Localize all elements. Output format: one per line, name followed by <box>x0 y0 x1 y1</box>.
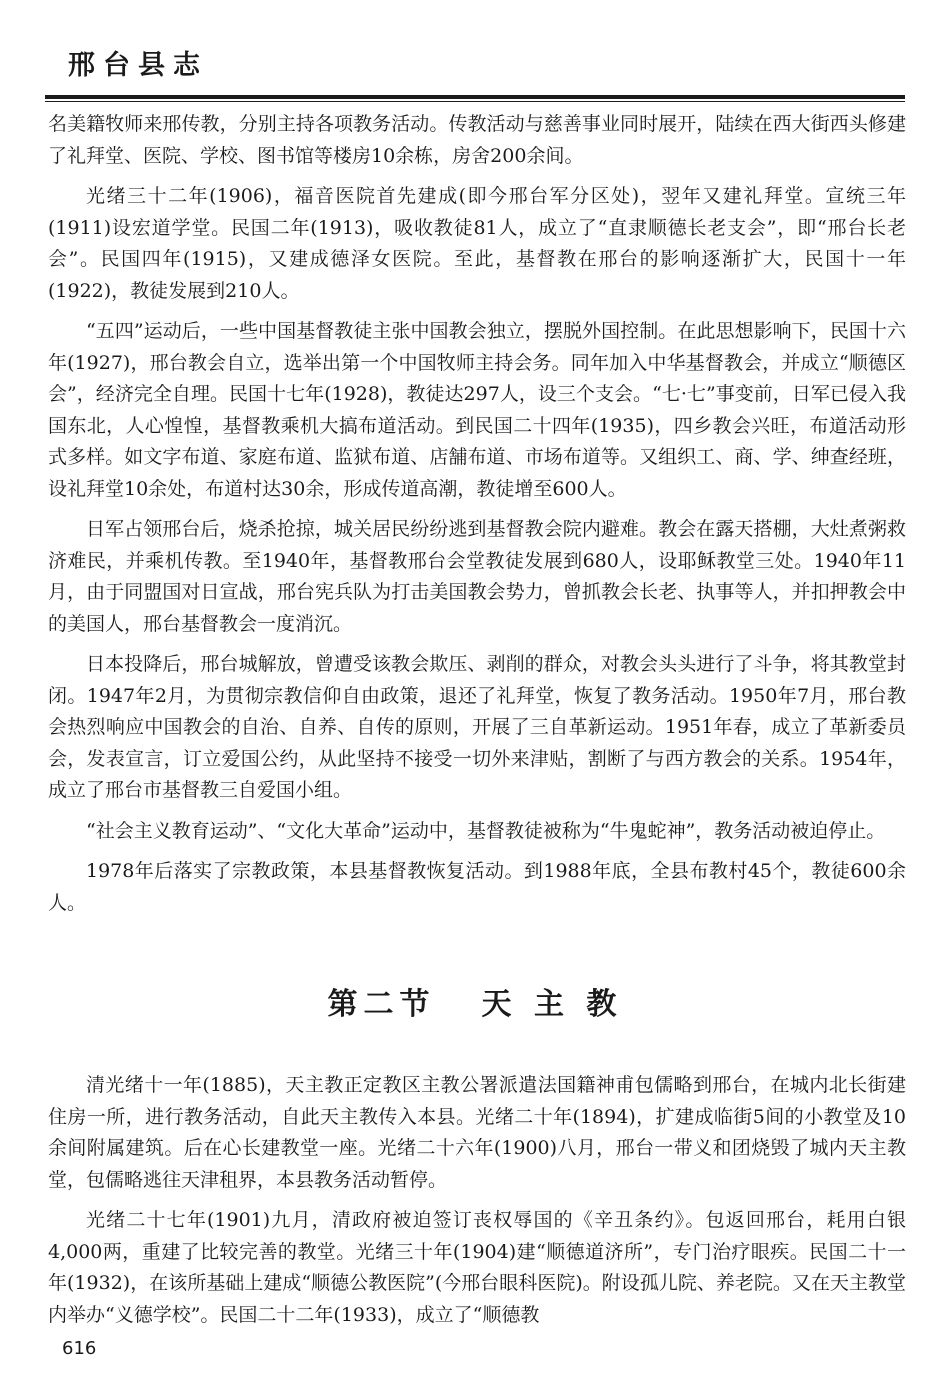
body-text-section-1 <box>48 109 906 919</box>
paragraph: 清光绪十一年(1885)，天主教正定教区主教公署派遣法国籍神甫包儒略到邢台，在城内北长街建住房一所，进行教务活动，自此天主教传入本县。光绪二十年(1894)，扩建成临街5间的小教堂及10余间附属建筑。后在心长建教堂一座。光绪二十六年(1900)八月，邢台一带义和团烧毁了城内天主教堂，包儒略逃往天津租界，本县教务活动暂停。 <box>48 1074 906 1191</box>
paragraph: “社会主义教育运动”、“文化大革命”运动中，基督教徒被称为“牛鬼蛇神”，教务活动被迫停止。 <box>86 819 886 842</box>
section-number: 第二节 <box>327 987 436 1022</box>
body-text-section-2 <box>48 1070 906 1340</box>
page-number: 616 <box>62 1338 97 1359</box>
paragraph: 日本投降后，邢台城解放，曾遭受该教会欺压、剥削的群众，对教会头头进行了斗争，将其教堂封闭。1947年2月，为贯彻宗教信仰自由政策，退还了礼拜堂，恢复了教务活动。1950年7月，邢台教会热烈响应中国教会的自治、自养、自传的原则，开展了三自革新运动。1951年春，成立了革新委员会，发表宣言，订立爱国公约，从此坚持不接受一切外来津贴，割断了与西方教会的关系。1954年，成立了邢台市基督教三自爱国小组。 <box>48 653 906 801</box>
header-rule-thick <box>45 95 905 99</box>
section-name: 天 主 教 <box>481 987 623 1022</box>
paragraph: 光绪三十二年(1906)，福音医院首先建成(即今邢台军分区处)，翌年又建礼拜堂。宣统三年(1911)设宏道学堂。民国二年(1913)，吸收教徒81人，成立了“直隶顺德长老支会”，即“邢台长老会”。民国四年(1915)，又建成德泽女医院。至此，基督教在邢台的影响逐渐扩大，民国十一年(1922)，教徒发展到210人。 <box>48 185 906 302</box>
paragraph: 日军占领邢台后，烧杀抢掠，城关居民纷纷逃到基督教会院内避难。教会在露天搭棚，大灶煮粥救济难民，并乘机传教。至1940年，基督教邢台会堂教徒发展到680人，设耶稣教堂三处。1940年11月，由于同盟国对日宣战，邢台宪兵队为打击美国教会势力，曾抓教会长老、执事等人，并扣押教会中的美国人，邢台基督教会一度消沉。 <box>48 518 906 635</box>
paragraph: “五四”运动后，一些中国基督教徒主张中国教会独立，摆脱外国控制。在此思想影响下，民国十六年(1927)，邢台教会自立，选举出第一个中国牧师主持会务。同年加入中华基督教会，并成立“顺德区会”，经济完全自理。民国十七年(1928)，教徒达297人，设三个支会。“七·七”事变前，日军已侵入我国东北，人心惶惶，基督教乘机大搞布道活动。到民国二十四年(1935)，四乡教会兴旺，布道活动形式多样。如文字布道、家庭布道、监狱布道、店舗布道、市场布道等。又组织工、商、学、绅查经班，设礼拜堂10余处，布道村达30余，形成传道高潮，教徒增至600人。 <box>48 320 906 500</box>
section-heading <box>0 983 950 1027</box>
paragraph: 光绪二十七年(1901)九月，清政府被迫签订丧权辱国的《辛丑条约》。包返回邢台，耗用白银4,000两，重建了比较完善的教堂。光绪三十年(1904)建“顺德道济所”，专门治疗眼疾。民国二十一年(1932)，在该所基础上建成“顺德公教医院”(今邢台眼科医院)。附设孤儿院、养老院。又在天主教堂内举办“义德学校”。民国二十二年(1933)，成立了“顺德教 <box>48 1209 906 1326</box>
paragraph: 1978年后落实了宗教政策，本县基督教恢复活动。到1988年底，全县布教村45个，教徒600余人。 <box>48 860 906 914</box>
paragraph: 名美籍牧师来邢传教，分别主持各项教务活动。传教活动与慈善事业同时展开，陆续在西大街西头修建了礼拜堂、医院、学校、图书馆等楼房10余栋，房舍200余间。 <box>48 113 906 167</box>
running-head: 邢台县志 <box>68 50 208 81</box>
header-rule-thin <box>45 101 905 102</box>
